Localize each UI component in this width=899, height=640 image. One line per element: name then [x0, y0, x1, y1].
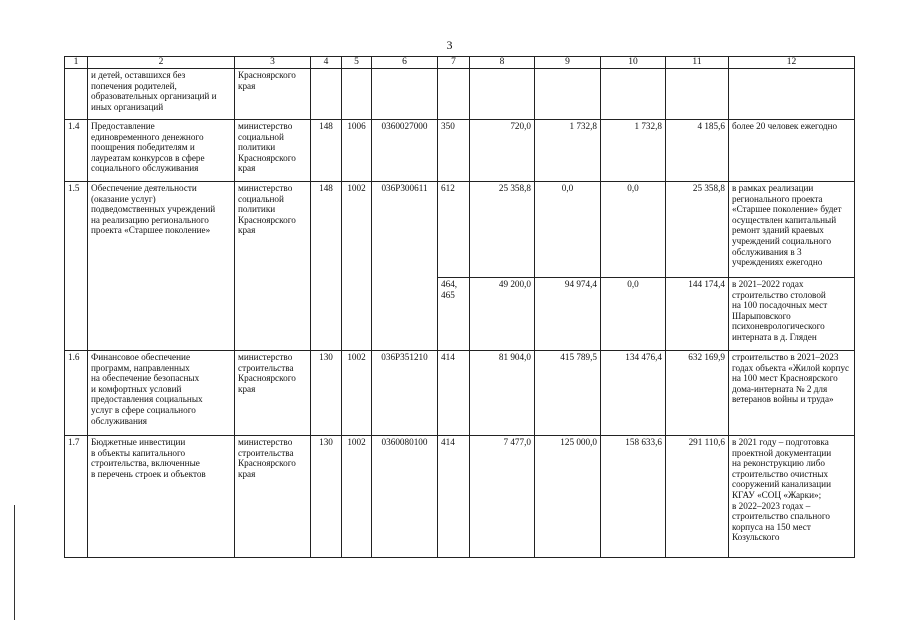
amount-year-3: 0,0	[601, 182, 666, 278]
amount-year-1: 7 477,0	[470, 436, 535, 558]
table-row	[65, 436, 855, 558]
measure-name: Обеспечение деятельности (оказание услуг) подведомственных учреждений на реализацию регионального проекта «Старшее поколение»	[88, 182, 235, 351]
responsible-ministry: министерство строительства Красноярского края	[235, 351, 311, 436]
amount-year-3	[601, 69, 666, 120]
amount-total: 291 110,6	[666, 436, 729, 558]
section-code: 1002	[342, 182, 372, 351]
expense-type: 414	[438, 351, 470, 436]
grbs-code: 130	[311, 351, 342, 436]
amount-year-2: 125 000,0	[535, 436, 601, 558]
amount-year-1	[470, 69, 535, 120]
amount-year-1: 81 904,0	[470, 351, 535, 436]
section-code: 1002	[342, 351, 372, 436]
header-cell: 3	[235, 57, 311, 69]
measure-name: и детей, оставшихся без попечения родителей, образовательных организаций и иных организаций	[88, 69, 235, 120]
expense-type: 464, 465	[438, 278, 470, 351]
page-number: 3	[446, 38, 453, 52]
table-row	[65, 351, 855, 436]
amount-year-2: 415 789,5	[535, 351, 601, 436]
header-row	[65, 57, 855, 69]
amount-year-1: 49 200,0	[470, 278, 535, 351]
row-number: 1.6	[65, 351, 88, 436]
section-code	[342, 69, 372, 120]
expected-result: в 2021 году – подготовка проектной документации на реконструкцию либо строительство очистных сооружений канализации КГАУ «СОЦ «Жарки»; в 2022–2023 годах – строительство спального корпуса на 150 мест Козульского	[729, 436, 855, 558]
target-code: 036P351210	[372, 351, 438, 436]
section-code: 1006	[342, 120, 372, 182]
expected-result: в 2021–2022 годах строительство столовой на 100 посадочных мест Шарыповского психоневрологического интерната в д. Гляден	[729, 278, 855, 351]
responsible-ministry: министерство строительства Красноярского края	[235, 436, 311, 558]
table-row	[65, 120, 855, 182]
amount-total: 632 169,9	[666, 351, 729, 436]
header-cell: 2	[88, 57, 235, 69]
header-cell: 8	[470, 57, 535, 69]
header-cell: 6	[372, 57, 438, 69]
amount-year-2: 0,0	[535, 182, 601, 278]
responsible-ministry: министерство социальной политики Красноярского края	[235, 120, 311, 182]
expected-result: в рамках реализации регионального проекта «Старшее поколение» будет осуществлен капитальный ремонт зданий краевых учреждений социального обслуживания в 3 учреждениях ежегодно	[729, 182, 855, 278]
grbs-code	[311, 69, 342, 120]
amount-year-3: 1 732,8	[601, 120, 666, 182]
expected-result	[729, 69, 855, 120]
header-cell: 10	[601, 57, 666, 69]
budget-table	[64, 56, 855, 558]
expected-result: более 20 человек ежегодно	[729, 120, 855, 182]
amount-total	[666, 69, 729, 120]
header-cell: 7	[438, 57, 470, 69]
amount-total: 25 358,8	[666, 182, 729, 278]
row-number	[65, 69, 88, 120]
row-number: 1.4	[65, 120, 88, 182]
header-cell: 12	[729, 57, 855, 69]
target-code: 036P300611	[372, 182, 438, 351]
header-cell: 1	[65, 57, 88, 69]
target-code: 0360027000	[372, 120, 438, 182]
amount-total: 4 185,6	[666, 120, 729, 182]
section-code: 1002	[342, 436, 372, 558]
expense-type: 350	[438, 120, 470, 182]
table-row	[65, 69, 855, 120]
row-number: 1.7	[65, 436, 88, 558]
amount-year-2: 1 732,8	[535, 120, 601, 182]
expense-type: 612	[438, 182, 470, 278]
amount-year-3: 134 476,4	[601, 351, 666, 436]
amount-year-3: 158 633,6	[601, 436, 666, 558]
grbs-code: 148	[311, 182, 342, 351]
measure-name: Предоставление единовременного денежного поощрения победителям и лауреатам конкурсов в сфере социального обслуживания	[88, 120, 235, 182]
header-cell: 9	[535, 57, 601, 69]
expense-type: 414	[438, 436, 470, 558]
responsible-ministry: министерство социальной политики Красноярского края	[235, 182, 311, 351]
row-number: 1.5	[65, 182, 88, 351]
amount-total: 144 174,4	[666, 278, 729, 351]
measure-name: Бюджетные инвестиции в объекты капитального строительства, включенные в перечень строек и объектов	[88, 436, 235, 558]
responsible-ministry: Красноярского края	[235, 69, 311, 120]
amount-year-2	[535, 69, 601, 120]
expected-result: строительство в 2021–2023 годах объекта «Жилой корпус на 100 мест Красноярского дома-интерната № 2 для ветеранов войны и труда»	[729, 351, 855, 436]
header-cell: 11	[666, 57, 729, 69]
header-cell: 5	[342, 57, 372, 69]
amount-year-1: 720,0	[470, 120, 535, 182]
amount-year-2: 94 974,4	[535, 278, 601, 351]
header-cell: 4	[311, 57, 342, 69]
grbs-code: 148	[311, 120, 342, 182]
amount-year-3: 0,0	[601, 278, 666, 351]
expense-type	[438, 69, 470, 120]
target-code: 0360080100	[372, 436, 438, 558]
scan-margin-line	[14, 505, 15, 620]
grbs-code: 130	[311, 436, 342, 558]
target-code	[372, 69, 438, 120]
amount-year-1: 25 358,8	[470, 182, 535, 278]
table-row	[65, 182, 855, 278]
measure-name: Финансовое обеспечение программ, направленных на обеспечение безопасных и комфортных условий предоставления социальных услуг в сфере социального обслуживания	[88, 351, 235, 436]
